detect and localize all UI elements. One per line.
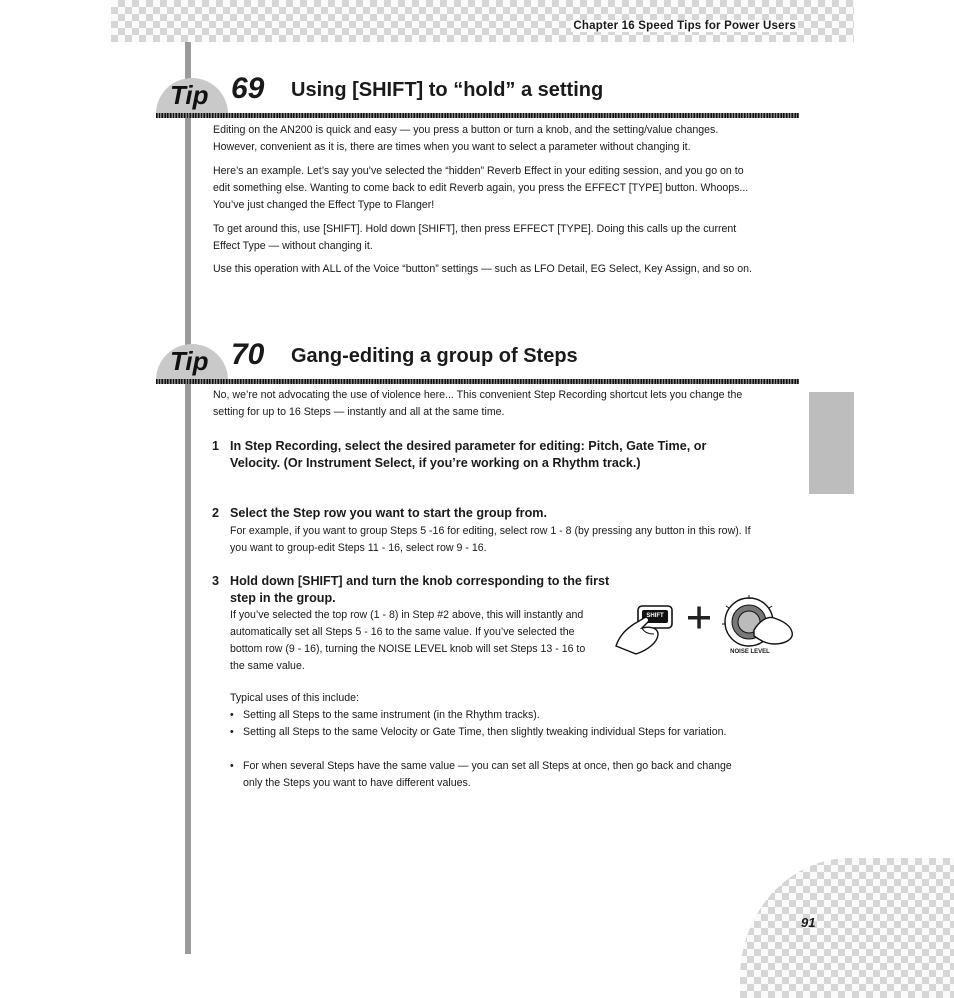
step-number: 3 [212, 574, 220, 588]
step-1 [212, 438, 737, 472]
bullet-icon: • [230, 760, 234, 772]
step-3 [212, 573, 612, 607]
footer-pattern [740, 858, 954, 998]
bullet-icon: • [230, 726, 234, 738]
list-item [230, 724, 750, 741]
typical-uses-intro: Typical uses of this include: [230, 692, 359, 704]
heading-rule [156, 379, 799, 384]
step-number: 2 [212, 506, 220, 520]
step-body: If you’ve selected the top row (1 - 8) in Step #2 above, this will instantly and automatically set all Steps 5 - 16 to the same value. If you’ve selected the bottom row (9 - 16), turning the NOISE LEVEL knob will set Steps 13 - 16 to the same value. [230, 609, 586, 672]
knob-label: NOISE LEVEL [730, 649, 770, 655]
tip-label: Tip [170, 80, 209, 110]
tip-label: Tip [170, 346, 209, 376]
tip-number: 69 [231, 72, 265, 105]
step-body: For example, if you want to group Steps 5 -16 for editing, select row 1 - 8 (by pressing any button in this row). If you want to group-edit Steps 11 - 16, select row 9 - 16. [230, 525, 751, 554]
tip-69-paragraph: Use this operation with ALL of the Voice “button” settings — such as LFO Detail, EG Select, Key Assign, and so on. [213, 263, 752, 275]
chapter-tab [809, 392, 854, 494]
tip-number: 70 [231, 338, 265, 371]
bullet-icon: • [230, 709, 234, 721]
step-heading: Hold down [SHIFT] and turn the knob corresponding to the first step in the group. [230, 574, 610, 605]
list-item-text: For when several Steps have the same value — you can set all Steps at once, then go back and change only the Steps you want to have different values. [243, 760, 732, 789]
shift-button-label: SHIFT [646, 613, 664, 619]
step-number: 1 [212, 439, 220, 453]
step-heading: In Step Recording, select the desired parameter for editing: Pitch, Gate Time, or Velocity. (Or Instrument Select, if you’re working on a Rhythm track.) [230, 439, 707, 470]
tip-69-paragraph: Editing on the AN200 is quick and easy — you press a button or turn a knob, and the setting/value changes. However, convenient as it is, there are times when you want to select a parameter without changing it. [213, 124, 719, 153]
tip-69-heading [156, 72, 799, 118]
tip-70-heading [156, 338, 799, 384]
margin-bar [185, 42, 191, 954]
chapter-title: Chapter 16 Speed Tips for Power Users [573, 20, 796, 32]
tip-title: Gang-editing a group of Steps [291, 345, 578, 367]
tip-70-intro: No, we’re not advocating the use of violence here... This convenient Step Recording shortcut lets you change the setting for up to 16 Steps — instantly and all at the same time. [213, 389, 743, 418]
shift-knob-illustration [614, 590, 804, 660]
step-2 [212, 505, 752, 522]
tip-69-paragraph: To get around this, use [SHIFT]. Hold down [SHIFT], then press EFFECT [TYPE]. Doing this calls up the current Effect Type — without changing it. [213, 223, 737, 252]
list-item-text: Setting all Steps to the same instrument (in the Rhythm tracks). [243, 709, 540, 721]
step-heading: Select the Step row you want to start the group from. [230, 506, 547, 520]
heading-rule [156, 113, 799, 118]
page-number: 91 [801, 915, 816, 930]
list-item [230, 758, 750, 792]
list-item-text: Setting all Steps to the same Velocity or Gate Time, then slightly tweaking individual Steps for variation. [243, 726, 727, 738]
list-item [230, 707, 750, 724]
tip-title: Using [SHIFT] to “hold” a setting [291, 79, 604, 101]
tip-69-paragraph: Here’s an example. Let’s say you’ve selected the “hidden” Reverb Effect in your editing session, and you go on to edit something else. Wanting to come back to edit Reverb again, you press the EFFECT [TYPE] button. Whoops... You’ve just changed the Effect Type to Flanger! [213, 165, 749, 211]
